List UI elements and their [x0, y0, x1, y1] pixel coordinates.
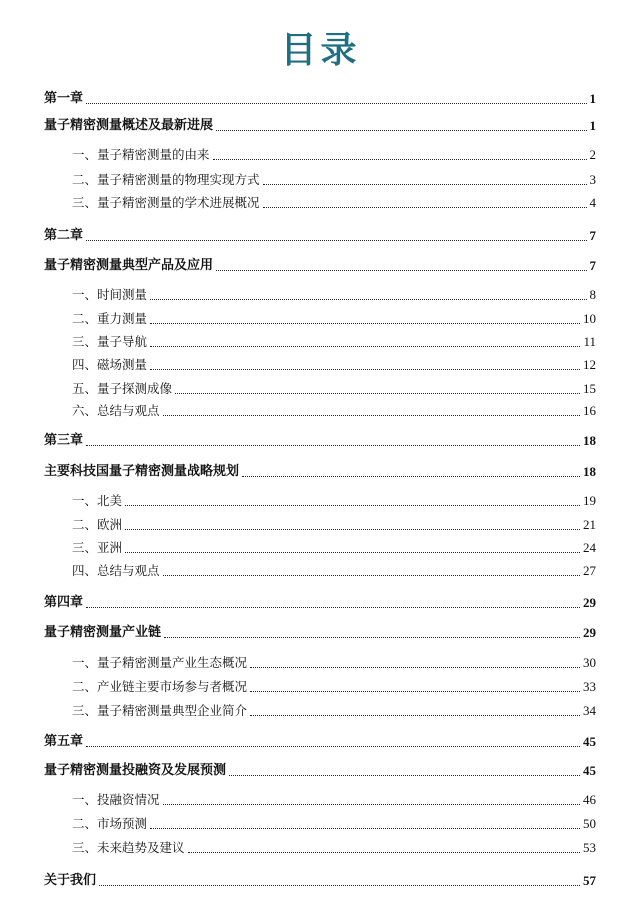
toc-entry-label: 五、量子探测成像: [72, 378, 173, 400]
toc-entry[interactable]: [72, 400, 596, 422]
toc-entry-page: 53: [582, 837, 596, 859]
toc-entry-label: 一、量子精密测量产业生态概况: [72, 652, 248, 674]
toc-entry-label: 第四章: [44, 592, 84, 614]
toc-entry[interactable]: [72, 169, 596, 191]
dot-leader: [163, 574, 580, 576]
toc-entry-page: 27: [582, 560, 596, 582]
dot-leader: [164, 636, 580, 638]
dot-leader: [125, 528, 580, 530]
dot-leader: [263, 206, 587, 208]
toc-entry-label: 关于我们: [44, 870, 97, 892]
toc-entry[interactable]: [72, 144, 596, 166]
toc-entry-page: 10: [582, 308, 596, 330]
toc-entry-label: 量子精密测量投融资及发展预测: [44, 760, 227, 782]
toc-entry[interactable]: [72, 560, 596, 582]
toc-entry[interactable]: [72, 700, 596, 722]
dot-leader: [216, 269, 586, 271]
toc-entry[interactable]: [44, 731, 596, 753]
toc-entry[interactable]: [72, 837, 596, 859]
toc-entry[interactable]: [44, 870, 596, 892]
dot-leader: [213, 158, 587, 160]
toc-entry-page: 29: [582, 592, 596, 614]
dot-leader: [250, 690, 580, 692]
toc-entry-label: 三、未来趋势及建议: [72, 837, 186, 859]
toc-entry-label: 四、磁场测量: [72, 354, 148, 376]
toc-entry[interactable]: [72, 378, 596, 400]
toc-entry[interactable]: [72, 284, 596, 306]
dot-leader: [163, 414, 580, 416]
toc-entry-page: 33: [582, 676, 596, 698]
toc-entry[interactable]: [44, 592, 596, 614]
dot-leader: [86, 102, 586, 104]
dot-leader: [216, 129, 586, 131]
toc-entry-page: 1: [589, 88, 597, 110]
dot-leader: [86, 745, 580, 747]
toc-entry-page: 21: [582, 514, 596, 536]
toc-entry-page: 45: [582, 731, 596, 753]
toc-entry-label: 量子精密测量概述及最新进展: [44, 115, 214, 137]
toc-entry-page: 50: [582, 813, 596, 835]
toc-entry[interactable]: [72, 789, 596, 811]
toc-entry-label: 第二章: [44, 225, 84, 247]
toc-entry-page: 18: [582, 430, 596, 452]
toc-entry[interactable]: [72, 652, 596, 674]
toc-entry[interactable]: [44, 760, 596, 782]
toc-entry-label: 二、欧洲: [72, 514, 123, 536]
toc-entry[interactable]: [72, 308, 596, 330]
toc-entry-page: 11: [582, 331, 596, 353]
toc-entry[interactable]: [72, 537, 596, 559]
dot-leader: [99, 884, 580, 886]
dot-leader: [250, 714, 580, 716]
toc-entry[interactable]: [44, 461, 596, 483]
toc-entry-page: 8: [589, 284, 597, 306]
toc-entry-page: 7: [589, 225, 597, 247]
dot-leader: [125, 504, 580, 506]
dot-leader: [163, 803, 580, 805]
toc-entry-page: 46: [582, 789, 596, 811]
toc-entry-label: 一、投融资情况: [72, 789, 161, 811]
toc-entry-label: 第五章: [44, 731, 84, 753]
dot-leader: [150, 298, 586, 300]
toc-entry[interactable]: [44, 88, 596, 110]
toc-entry-page: 29: [582, 622, 596, 644]
dot-leader: [250, 666, 580, 668]
toc-entry-label: 一、量子精密测量的由来: [72, 144, 211, 166]
toc-entry-page: 4: [589, 192, 597, 214]
toc-entry[interactable]: [44, 430, 596, 452]
dot-leader: [242, 475, 580, 477]
toc-entry-label: 主要科技国量子精密测量战略规划: [44, 461, 240, 483]
dot-leader: [150, 322, 580, 324]
toc-entry-label: 三、量子精密测量典型企业简介: [72, 700, 248, 722]
toc-entry-label: 第一章: [44, 88, 84, 110]
toc-entry-label: 二、市场预测: [72, 813, 148, 835]
toc-entry-page: 3: [589, 169, 597, 191]
dot-leader: [125, 551, 580, 553]
toc-entry-label: 量子精密测量典型产品及应用: [44, 255, 214, 277]
toc-entry-page: 57: [582, 870, 596, 892]
toc-title: 目录: [280, 30, 361, 71]
toc-entry-page: 19: [582, 490, 596, 512]
toc-entry-label: 四、总结与观点: [72, 560, 161, 582]
toc-entry-page: 45: [582, 760, 596, 782]
toc-entry-page: 7: [589, 255, 597, 277]
toc-entry-label: 一、北美: [72, 490, 123, 512]
toc-entry-label: 量子精密测量产业链: [44, 622, 162, 644]
dot-leader: [175, 392, 580, 394]
toc-entry[interactable]: [72, 490, 596, 512]
toc-entry[interactable]: [72, 813, 596, 835]
toc-entry[interactable]: [72, 676, 596, 698]
toc-entry-page: 2: [589, 144, 597, 166]
dot-leader: [229, 774, 580, 776]
toc-entry-page: 18: [582, 461, 596, 483]
dot-leader: [263, 183, 587, 185]
toc-entry-label: 三、量子精密测量的学术进展概况: [72, 192, 261, 214]
toc-entry[interactable]: [72, 331, 596, 353]
toc-entry-page: 12: [582, 354, 596, 376]
dot-leader: [150, 368, 580, 370]
toc-entry-page: 15: [582, 378, 596, 400]
toc-entry-label: 三、亚洲: [72, 537, 123, 559]
toc-entry-page: 34: [582, 700, 596, 722]
toc-entry[interactable]: [44, 255, 596, 277]
toc-entry[interactable]: [72, 192, 596, 214]
toc-entry-label: 一、时间测量: [72, 284, 148, 306]
toc-entry-page: 16: [582, 400, 596, 422]
toc-entry[interactable]: [44, 115, 596, 137]
toc-entry-page: 24: [582, 537, 596, 559]
toc-entry-page: 30: [582, 652, 596, 674]
toc-entry[interactable]: [72, 354, 596, 376]
toc-entry[interactable]: [72, 514, 596, 536]
toc-entry-label: 第三章: [44, 430, 84, 452]
dot-leader: [86, 239, 586, 241]
toc-entry-label: 二、重力测量: [72, 308, 148, 330]
toc-entry-page: 1: [589, 115, 597, 137]
dot-leader: [150, 827, 580, 829]
toc-entry-label: 二、产业链主要市场参与者概况: [72, 676, 248, 698]
toc-entry-label: 三、量子导航: [72, 331, 148, 353]
dot-leader: [150, 345, 580, 347]
toc-entry[interactable]: [44, 225, 596, 247]
toc-entry[interactable]: [44, 622, 596, 644]
dot-leader: [86, 606, 580, 608]
toc-entry-label: 六、总结与观点: [72, 400, 161, 422]
dot-leader: [86, 444, 580, 446]
dot-leader: [188, 851, 580, 853]
toc-entry-label: 二、量子精密测量的物理实现方式: [72, 169, 261, 191]
